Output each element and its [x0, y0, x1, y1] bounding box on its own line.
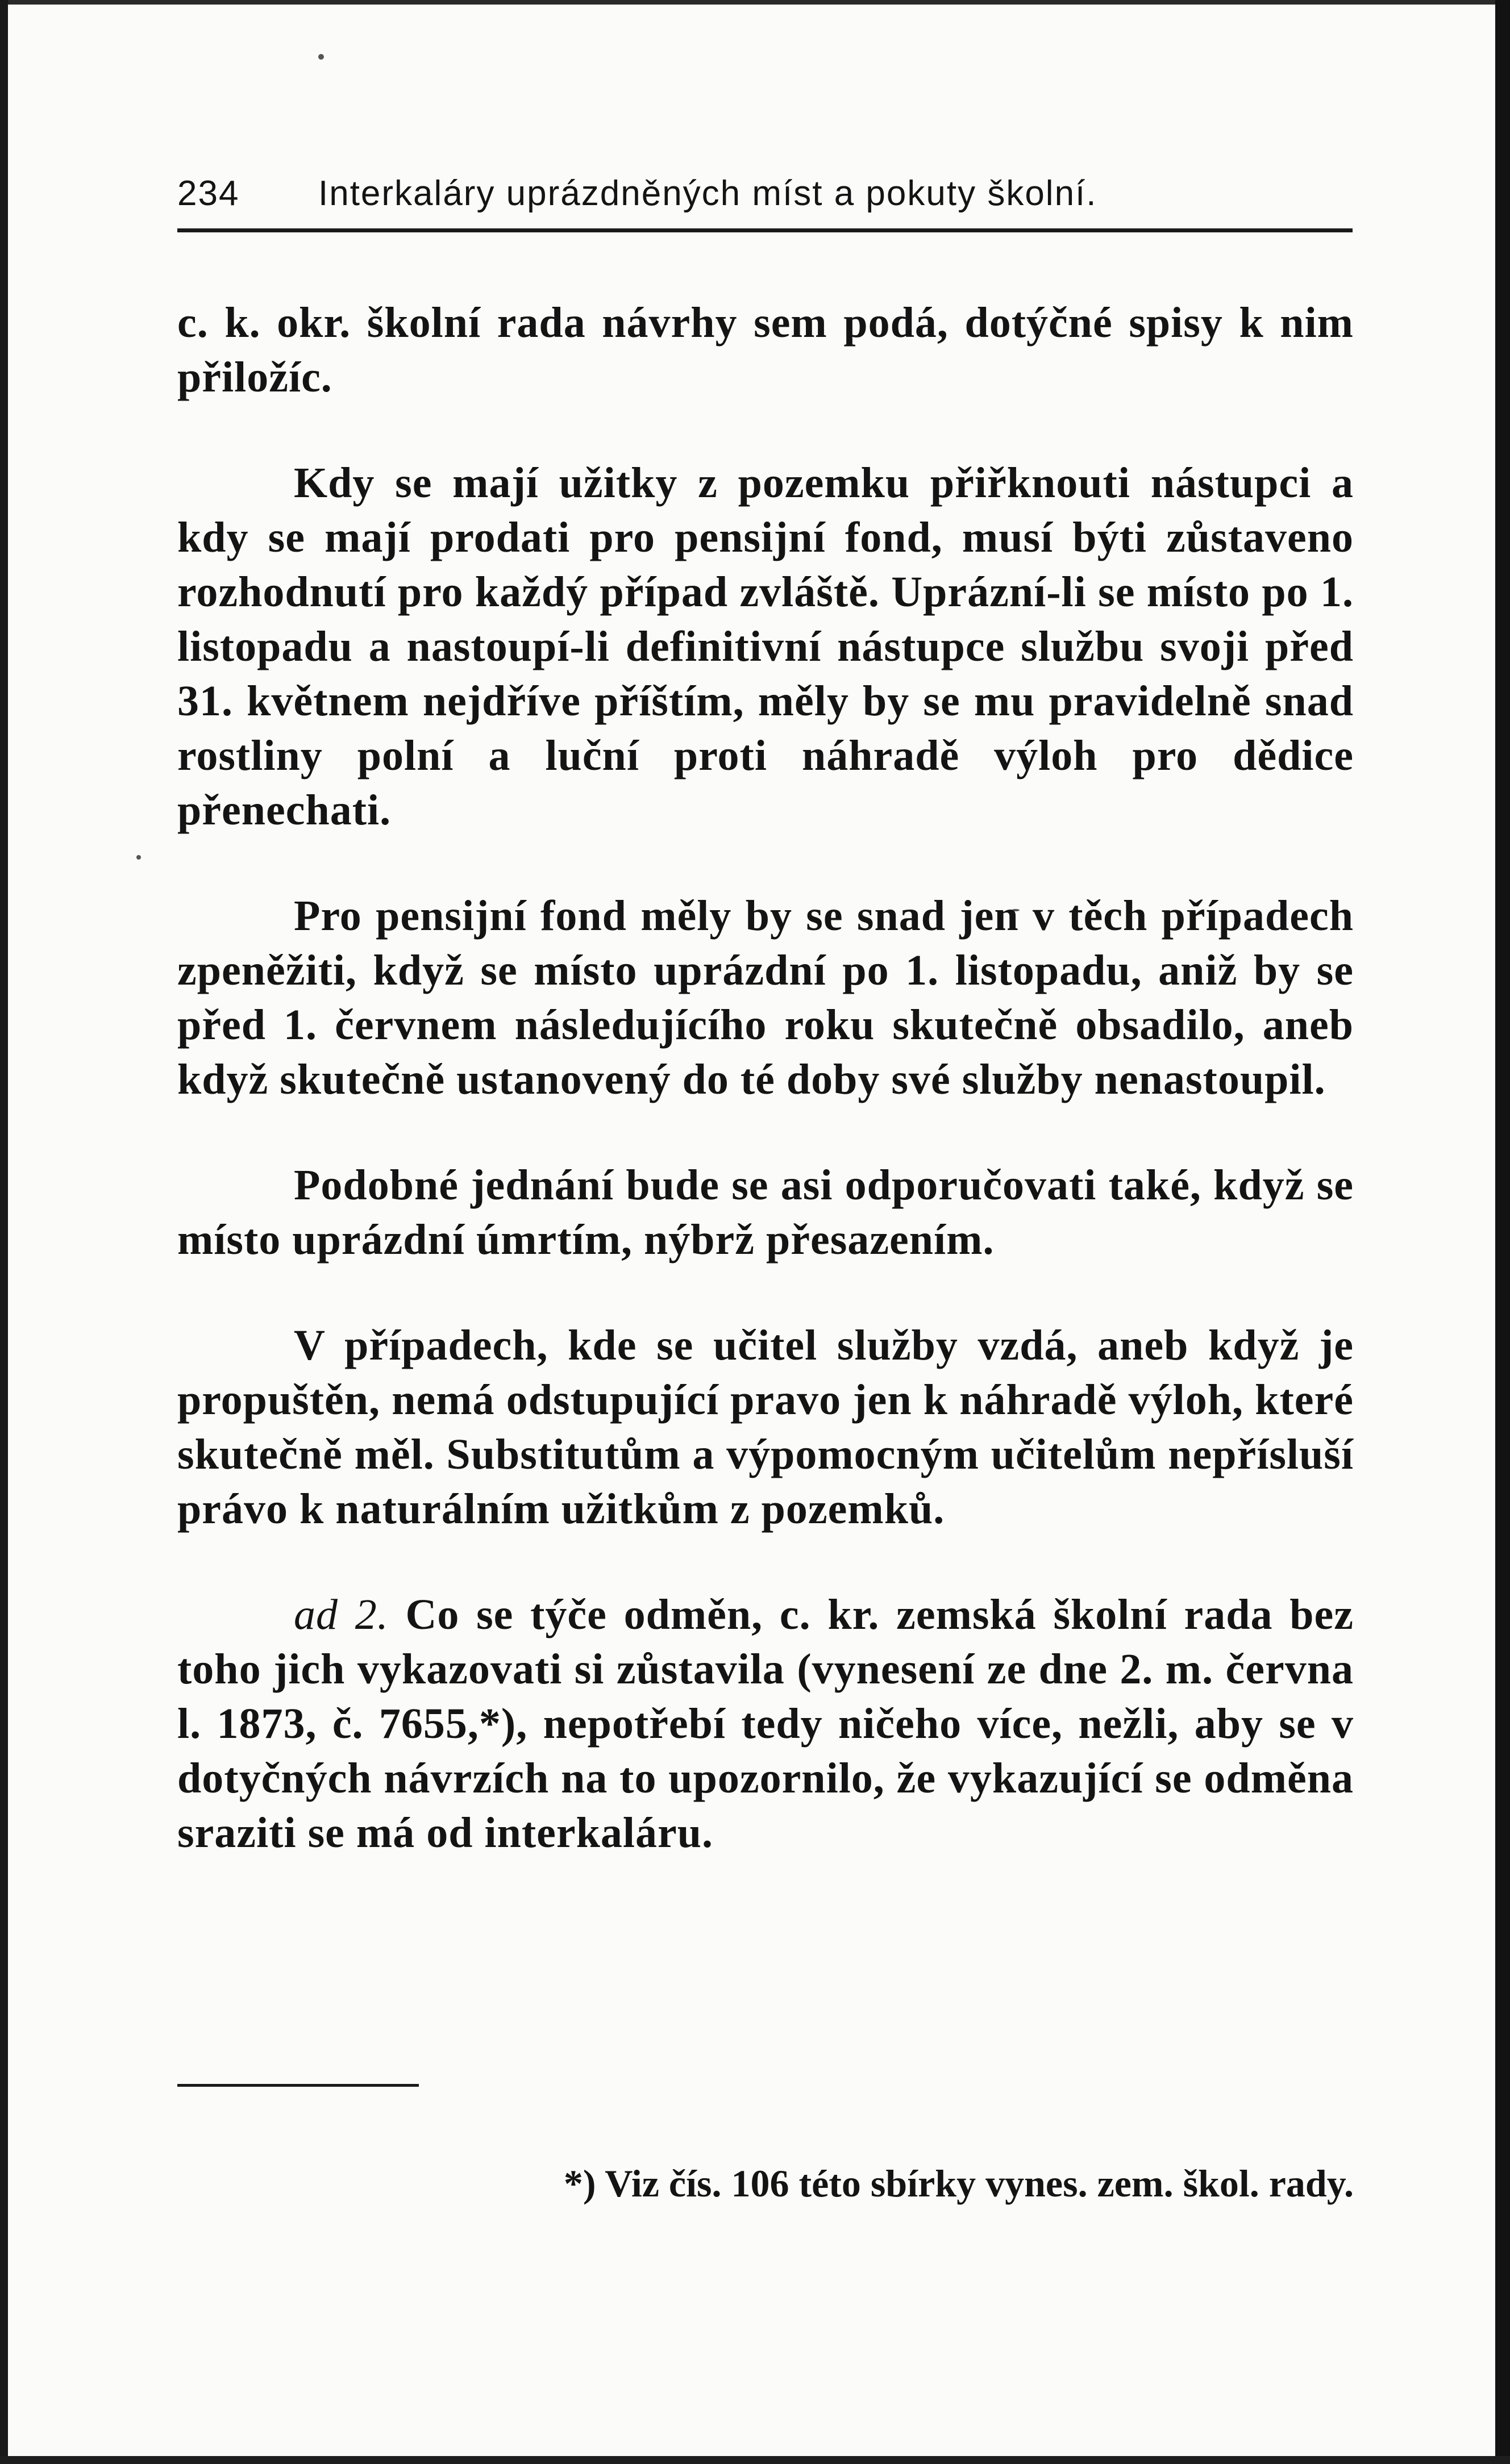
running-title: Interkaláry uprázdněných míst a pokuty školní. [318, 174, 1097, 213]
footnote-rule [177, 2084, 419, 2087]
footnote: *) Viz čís. 106 této sbírky vynes. zem. škol. rady. [563, 2162, 1354, 2205]
paragraph-5: V případech, kde se učitel služby vzdá, aneb když je propuštěn, nemá odstupující pravo jen k náhradě výloh, které skutečně měl. Substitutům a výpomocným učitelům nepřísluší právo k naturálním užitkům z pozemků. [177, 1321, 1354, 1533]
scan-edge-right [1495, 0, 1510, 2464]
scan-speck [318, 54, 324, 60]
paragraph-3: Pro pensijní fond měly by se snad jen v těch případech zpeněžiti, když se místo uprázdní po 1. listopadu, aniž by se před 1. červnem následujícího roku skutečně obsadilo, aneb když skutečně ustanovený do té doby své služby nenastoupil. [177, 892, 1354, 1103]
scan-edge-left [0, 0, 8, 2464]
paragraph-4: Podobné jednání bude se asi odporučovati také, když se místo uprázdní úmrtím, nýbrž přesazením. [177, 1161, 1354, 1264]
paragraph-6-lead: ad 2. [294, 1591, 389, 1639]
scan-speck [136, 855, 141, 860]
body-text [177, 295, 1354, 1911]
page-header [177, 168, 1348, 219]
paragraph-2: Kdy se mají užitky z pozemku přiřknouti nástupci a kdy se mají prodati pro pensijní fond, musí býti zůstaveno rozhodnutí pro každý případ zvláště. Uprázní-li se místo po 1. listopadu a nastoupí-li definitivní nástupce službu svoji před 31. květnem nejdříve příštím, měly by se mu pravidelně snad rostliny polní a luční proti náhradě výloh pro dědice přenechati. [177, 459, 1354, 834]
header-rule [177, 228, 1353, 232]
scan-edge-bottom [0, 2456, 1510, 2464]
paragraph-6-text: Co se týče odměn, c. kr. zemská školní rada bez toho jich vykazovati si zůstavila (vynesení ze dne 2. m. června l. 1873, č. 7655,*), nepotřebí tedy ničeho více, nežli, aby se v dotyčných návrzích na to upozornilo, že vykazující se odměna sraziti se má od interkaláru. [177, 1591, 1354, 1857]
page-number: 234 [177, 174, 240, 213]
paragraph-1: c. k. okr. školní rada návrhy sem podá, dotýčné spisy k nim přiložíc. [177, 299, 1354, 401]
paragraph-6 [177, 1587, 1354, 1860]
scan-edge-top [0, 0, 1510, 5]
